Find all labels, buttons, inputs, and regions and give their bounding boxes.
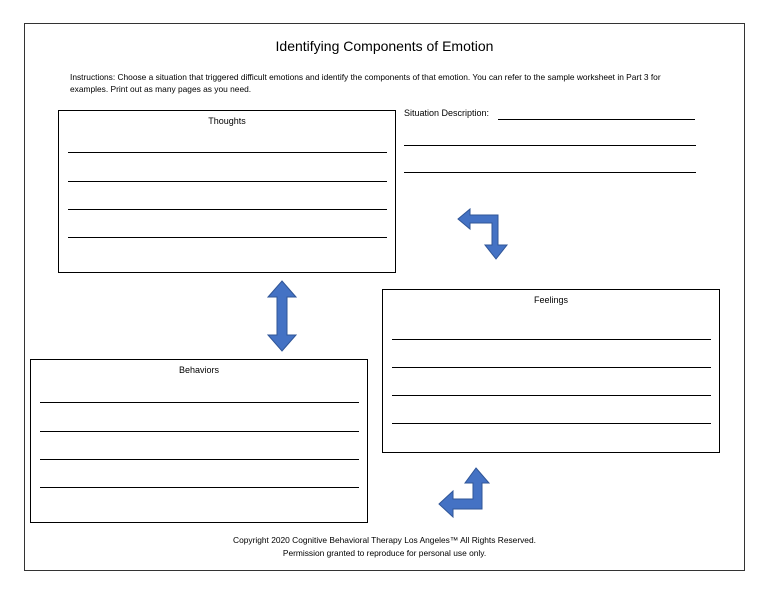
worksheet-page	[24, 23, 745, 571]
bent-arrow-down-right-icon	[457, 208, 513, 260]
situation-line	[404, 172, 696, 173]
bent-arrow-up-left-icon	[437, 467, 493, 521]
situation-line	[498, 119, 695, 120]
answer-line	[40, 402, 359, 403]
instructions-text: Instructions: Choose a situation that triggered difficult emotions and identify the components of that emotion. You can refer to the sample worksheet in Part 3 for examples. Print out as many pages as you need.	[70, 72, 661, 94]
answer-line	[392, 367, 711, 368]
answer-line	[392, 339, 711, 340]
answer-line	[40, 431, 359, 432]
feelings-heading: Feelings	[533, 295, 569, 305]
page-title: Identifying Components of Emotion	[275, 38, 494, 54]
answer-line	[68, 209, 387, 210]
situation-line	[404, 145, 696, 146]
feelings-box	[382, 289, 720, 453]
copyright-line: Copyright 2020 Cognitive Behavioral Therapy Los Angeles™ All Rights Reserved.	[233, 535, 536, 545]
answer-line	[392, 395, 711, 396]
permission-line: Permission granted to reproduce for personal use only.	[282, 548, 487, 558]
answer-line	[68, 237, 387, 238]
thoughts-heading: Thoughts	[208, 116, 246, 126]
behaviors-heading: Behaviors	[178, 365, 220, 375]
situation-label-text: Situation Description:	[404, 108, 490, 118]
answer-line	[68, 181, 387, 182]
thoughts-box	[58, 110, 396, 273]
double-arrow-vertical-icon	[267, 280, 297, 352]
situation-description-label	[404, 108, 489, 118]
answer-line	[40, 459, 359, 460]
answer-line	[40, 487, 359, 488]
behaviors-box	[30, 359, 368, 523]
answer-line	[68, 152, 387, 153]
answer-line	[392, 423, 711, 424]
